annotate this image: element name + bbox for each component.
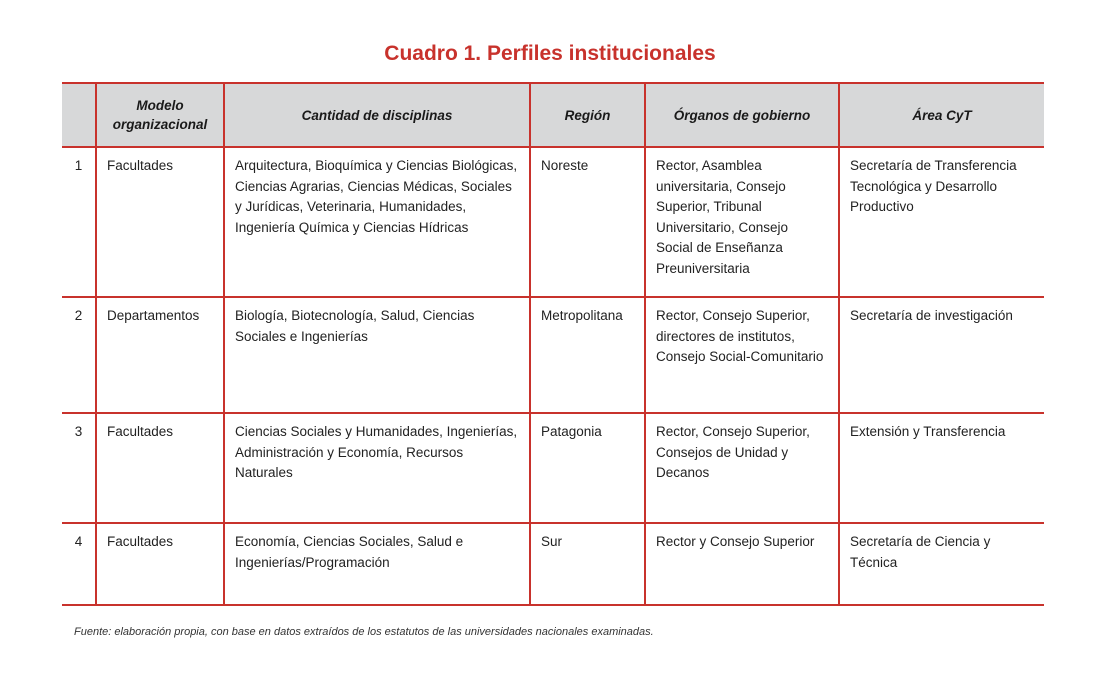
cell-area: Secretaría de Ciencia y Técnica xyxy=(839,523,1044,605)
cell-region: Metropolitana xyxy=(530,297,645,413)
table-row xyxy=(62,297,1044,413)
cell-disciplinas: Arquitectura, Bioquímica y Ciencias Biológicas, Ciencias Agrarias, Ciencias Médicas, Sociales y Jurídicas, Veterinaria, Humanidades, Ingeniería Química y Ciencias Hídricas xyxy=(224,147,530,297)
cell-disciplinas: Economía, Ciencias Sociales, Salud e Ingenierías/Programación xyxy=(224,523,530,605)
cell-organos: Rector, Consejo Superior, directores de institutos, Consejo Social-Comunitario xyxy=(645,297,839,413)
cell-index: 2 xyxy=(62,297,96,413)
cell-disciplinas: Ciencias Sociales y Humanidades, Ingenierías, Administración y Economía, Recursos Naturales xyxy=(224,413,530,523)
cell-disciplinas: Biología, Biotecnología, Salud, Ciencias Sociales e Ingenierías xyxy=(224,297,530,413)
cell-region: Sur xyxy=(530,523,645,605)
cell-modelo: Facultades xyxy=(96,147,224,297)
cell-area: Secretaría de Transferencia Tecnológica y Desarrollo Productivo xyxy=(839,147,1044,297)
cell-index: 1 xyxy=(62,147,96,297)
institutional-profiles-table xyxy=(62,82,1044,606)
cell-index: 4 xyxy=(62,523,96,605)
cell-organos: Rector, Asamblea universitaria, Consejo Superior, Tribunal Universitario, Consejo Social de Enseñanza Preuniversitaria xyxy=(645,147,839,297)
cell-area: Secretaría de investigación xyxy=(839,297,1044,413)
table-title: Cuadro 1. Perfiles institucionales xyxy=(384,42,716,65)
header-organos-gobierno: Órganos de gobierno xyxy=(645,83,839,147)
cell-area: Extensión y Transferencia xyxy=(839,413,1044,523)
source-note: Fuente: elaboración propia, con base en datos extraídos de los estatutos de las universidades nacionales examinadas. xyxy=(74,626,654,638)
cell-modelo: Departamentos xyxy=(96,297,224,413)
cell-modelo: Facultades xyxy=(96,413,224,523)
table-row xyxy=(62,523,1044,605)
table-row xyxy=(62,413,1044,523)
cell-index: 3 xyxy=(62,413,96,523)
table-row xyxy=(62,147,1044,297)
cell-organos: Rector, Consejo Superior, Consejos de Unidad y Decanos xyxy=(645,413,839,523)
cell-modelo: Facultades xyxy=(96,523,224,605)
header-modelo-organizacional: Modelo organizacional xyxy=(96,83,224,147)
table-header-row xyxy=(62,83,1044,147)
header-region: Región xyxy=(530,83,645,147)
cell-region: Patagonia xyxy=(530,413,645,523)
header-cantidad-disciplinas: Cantidad de disciplinas xyxy=(224,83,530,147)
cell-region: Noreste xyxy=(530,147,645,297)
cell-organos: Rector y Consejo Superior xyxy=(645,523,839,605)
header-area-cyt: Área CyT xyxy=(839,83,1044,147)
header-index xyxy=(62,83,96,147)
